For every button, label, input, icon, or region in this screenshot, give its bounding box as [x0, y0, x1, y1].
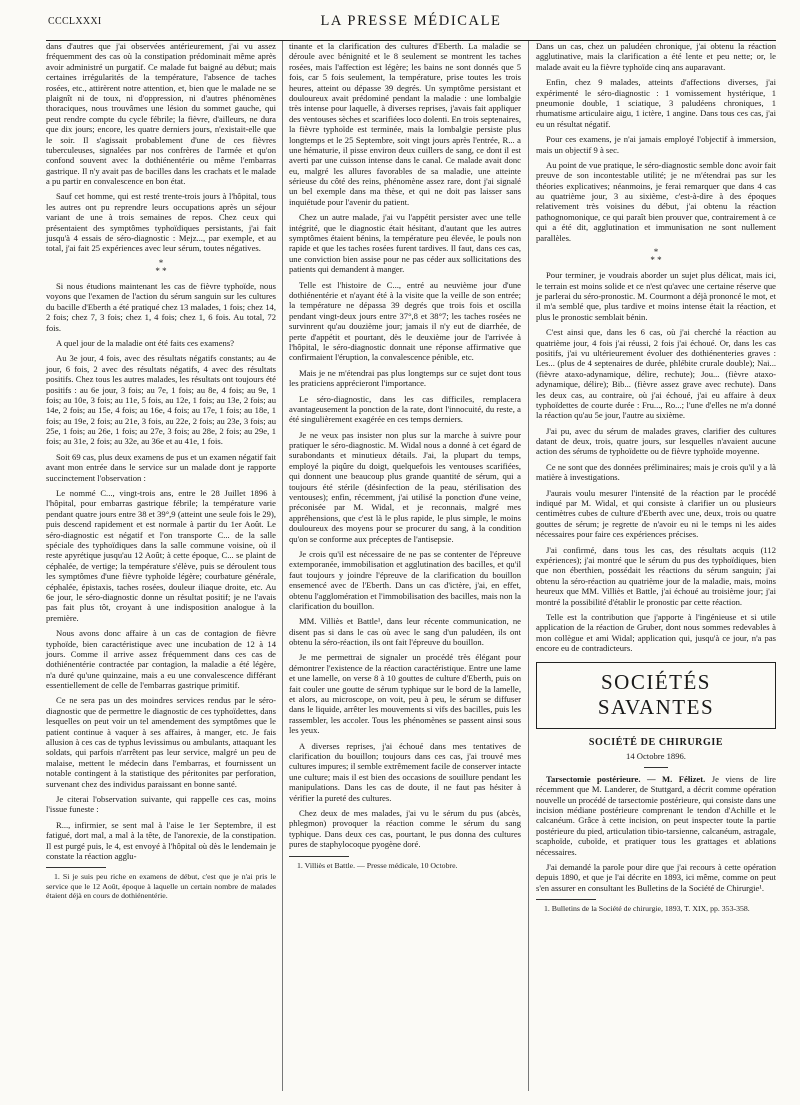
- paragraph: J'ai pu, avec du sérum de malades graves, clarifier des cultures datant de deux, trois, quatre jours, sur lesquelles n'avaient aucune action des sérums de typhoïdette ou de fièvre typhoïde moyenne.: [536, 425, 776, 457]
- paragraph: A diverses reprises, j'ai échoué dans mes tentatives de clarification du bouillon; toujours dans ces cas, j'ai trouvé mes cultures impures; il semble extrêmement facile de conserver intacte une culture; mais il est bien des occasions de souillure pendant les manipulations. Dans les cas de doute, il ne faut pas hésiter à vérifier la pureté des cultures.: [289, 740, 521, 803]
- column-left: [46, 41, 276, 1093]
- session-date: 14 Octobre 1896.: [626, 751, 686, 762]
- article-lead: Tarsectomie postérieure. — M. Félizet.: [546, 773, 706, 784]
- paragraph: Je ne veux pas insister non plus sur la marche à suivre pour pratiquer le séro-diagnostic. M. Widal nous a donné à cet égard de surabondants et minutieux détails. J'ai, la plupart du temps, employé la piqûre du doigt, quelquefois les ventouses scarifiées, qui donnent une beaucoup plus grande quantité de sérum, qui a toujours été stérile (désinfection de la peau, stérilisation des ventouses); enfin, récemment, j'ai utilisé la ponction d'une veine, préconisée par M. Widal, et je reconnais, malgré mes appréhensions, que c'est là le plus rapide, le plus simple, le moins douloureux des moyens pour se procurer du sang, à la condition qu'on se conforme aux préceptes de l'antisepsie.: [289, 429, 521, 544]
- footnote: 1. Bulletins de la Société de chirurgie, 1893, T. XIX, pp. 353-358.: [544, 904, 750, 914]
- footnote-rule: [289, 856, 349, 857]
- paragraph: Sauf cet homme, qui est resté trente-trois jours à l'hôpital, tous les autres ont pu reprendre leurs occupations après un séjour variant de une à trois semaines de repos. Chez ceux qui présentaient des symptômes typhoïdiques persistants, j'ai fait jusqu'à 4 essais de séro-diagnostic : Mejz..., par exemple, et au total, j'ai fait 25 expériences avec leur sérum, toutes négatives.: [46, 191, 276, 254]
- paragraph: Au 3e jour, 4 fois, avec des résultats négatifs constants; au 4e jour, 6 fois, 2 avec des résultats négatifs, 4 avec des résultats positifs. Chez tous les autres malades, les résultats ont toujours été positifs : au 6e jour, 3 fois; au 7e, 1 fois; au 8e, 4 fois; au 9e, 1 fois; au 10e, 3 fois; au 11e, 5 fois, au 12e, 1 fois; au 13e, 2 fois; au 14e, 2 fois; au 15e, 4 fois; au 16e, 4 fois; au 17e, 1 fois; au 18e, 1 fois; au 19e, 2 fois; au 21e, 3 fois, au 22e, 2 fois; au 23e, 3 fois; au 25e, 1 fois; au 26e, 1 fois; au 27e, 3 fois; au 28e, 2 fois; au 29e, 1 fois; au 31e, 2 fois; au 32e, au 36e et au 41e, 1 fois.: [46, 353, 276, 447]
- section-banner: [536, 662, 776, 730]
- footnote-rule: [46, 867, 106, 868]
- paragraph: Ce ne sera pas un des moindres services rendus par le séro-diagnostic que de permettre le diagnostic de ces typhoïdettes, dans lesquelles on peut voir un tel amendement des symptômes que le patient continue à vaquer à ses affaires, à manger, etc. Je fais allusion à ces cas de typhus levissimus ou ambulants, attaquant les soldats, qui parfois n'arrêtent pas leur service, malgré un peu de malaise, mettent le médecin dans l'embarras, et fournissent un notable contingent à la statistique des péritonites par perforation, survenant chez des individus paraissant en bonne santé.: [46, 695, 276, 789]
- paragraph: R..., infirmier, se sent mal à l'aise le 1er Septembre, il est fatigué, dort mal, a mal à la tête, de l'anorexie, de la constipation. Il est purgé puis, le 4, est envoyé à l'hôpital où dès le lendemain je constate la réaction agglu-: [46, 819, 276, 861]
- paragraph: A quel jour de la maladie ont été faits ces examens?: [56, 337, 235, 348]
- article-body: Je viens de lire récemment que M. Landerer, de Stuttgard, a décrit comme opération nouvelle un procédé de tarsectomie postérieure, qui consiste dans une incision médiane postérieure comprenant le tendon d'Achille et le calcanéum. Grâce à cette incision, on peut inspecter toute la partie postérieure du pied, articulation tibio-tarsienne, calcanéum, astragale, scaphoïde, cuboïde, et pratiquer tous les grattages et ablations nécessaires.: [536, 773, 776, 857]
- paragraph: C'est ainsi que, dans les 6 cas, où j'ai cherché la réaction au quatrième jour, 4 fois j'ai réussi, 2 fois j'ai échoué. Or, dans les cas positifs, j'ai vu ultérieurement évoluer des dothiénenteries graves : Les... (plus de 4 septenaires de durée, phlébite crurale double); Nai... (fièvre ataxo-adynamique, délire, rechute); Jou... (fièvre ataxo-adynamique, délire); Bib... (fièvre assez grave avec rechute). Dans les deux cas, au contraire, où j'ai échoué, j'ai eu affaire à deux typhoïdettes de courte durée : Fru..., Ro...; l'une d'elles ne m'a donné la réaction qu'au 5e jour, l'autre au sixième.: [536, 327, 776, 421]
- newspaper-page: [46, 0, 776, 1105]
- paragraph: Le nommé C..., vingt-trois ans, entre le 28 Juillet 1896 à l'hôpital, pour embarras gastrique fébrile; la température varie pendant quatre jours entre 38 et 39°,9 (atteint une seule fois le 29), puis descend rapidement et est normale à partir du 1er Août. Le séro-diagnostic est négatif et l'on transporte C... de la salle spéciale des typhoïdiques dans la salle commune voisine, où il reste apyrétique jusqu'au 12 Août; à cette époque, C... se plaint de céphalée, de vertige; la température s'élève, puis se déroulent tous les symptômes d'une fièvre typhoïde légère; courbature générale, céphalée, épistaxis, taches rosées, douleur iliaque droite, etc. Au 6e jour, le séro-diagnostic donne un résultat positif; je ne l'avais pas fait plus tôt, croyant à une indisposition analogue à la première.: [46, 488, 276, 623]
- footnote: 1. Villiès et Battle. — Presse médicale, 10 Octobre.: [297, 860, 458, 870]
- section-separator-stars: * * *: [650, 247, 662, 266]
- footnote: 1. Si je suis peu riche en examens de début, c'est que je n'ai pris le service que le 12 Août, époque à laquelle un certain nombre de malades étaient déjà en cours de dothiénentérie.: [46, 872, 276, 901]
- paragraph: Mais je ne m'étendrai pas plus longtemps sur ce sujet dont tous les praticiens apprécieront l'importance.: [289, 367, 521, 389]
- page-number: CCCLXXXI: [48, 16, 102, 27]
- paragraph: Le séro-diagnostic, dans les cas difficiles, remplacera avantageusement la ponction de la rate, dont l'innocuité, du reste, a été singulièrement exagérée en ces temps derniers.: [289, 393, 521, 425]
- paragraph: tinante et la clarification des cultures d'Eberth. La maladie se déroule avec bénignité et le 8 seulement se montrent les taches rosées, mais l'affection est légère; les bains ne sont donnés que 5 fois, car 5 fois seulement, la température, prise toutes les trois heures, atteint ou dépasse 39 degrés. Un symptôme persistant et douloureux avait prédominé pendant la maladie : une lombalgie très intense pour laquelle, à diverses reprises, j'avais fait appliquer des ventouses sèches et scarifiées loco dolenti. En trois septenaires, la fièvre typhoïde est terminée, mais la lombalgie persiste plus longtemps et le 25 Septembre, soit vingt jours après l'entrée, R... a une hématurie, il pisse environ deux cuillers de sang, ce dont il est averti par une cuisson intense dans le canal. Ce malade avait donc eu, malgré les allures favorables de sa maladie, une atteinte sérieuse du côté des reins, phénomène assez rare, dont j'ai signalé un bel exemple dans ma thèse, et qui ne doit pas laisser sans inquiétude pour l'avenir du patient.: [289, 41, 521, 207]
- paragraph: Ce ne sont que des données préliminaires; mais je crois qu'il y a là matière à investigations.: [536, 461, 776, 483]
- paragraph: Enfin, chez 9 malades, atteints d'affections diverses, j'ai expérimenté le séro-diagnostic : 1 vomissement hystérique, 1 pneumonie double, 1 sciatique, 3 paludéens chroniques, 1 rhumatisme articulaire aigu, 1 ictère, 1 angine. Dans tous ces cas, j'ai eu un résultat négatif.: [536, 77, 776, 129]
- paragraph: Soit 69 cas, plus deux examens de pus et un examen négatif fait avant mon entrée dans le service sur un malade dont je rapporte succinctement l'observation :: [46, 451, 276, 483]
- paragraph: Si nous étudions maintenant les cas de fièvre typhoïde, nous voyons que l'examen de l'action du sérum sanguin sur les cultures du bacille d'Eberth a été pratiqué chez 13 malades, 1 fois; chez 14, 2 fois; chez 7, 3 fois; chez 1, 4 fois; chez 1, 6 fois. Au total, 72 fois.: [46, 281, 276, 333]
- column-right: [536, 41, 776, 1093]
- paragraph: Je citerai l'observation suivante, qui rappelle ces cas, moins l'issue funeste :: [46, 793, 276, 815]
- section-banner-title: SOCIÉTÉS SAVANTES: [597, 669, 715, 719]
- paragraph: J'ai demandé la parole pour dire que j'ai recours à cette opération depuis 1890, et que je l'ai décrite en 1893, ici même, comme on peut s'en assurer en consultant les Bulletins de la Société de Chirurgie¹.: [536, 861, 776, 893]
- paragraph: Chez un autre malade, j'ai vu l'appétit persister avec une telle intégrité, que le diagnostic était hésitant, d'autant que les autres symptômes étaient bénins, la température peu élevée, le pouls non rapide et que les taches rosées furent tardives. Il faut, dans ces cas, une conviction bien assise pour ne pas céder aux sollicitations des patients qui demandent à manger.: [289, 212, 521, 275]
- paragraph: Au point de vue pratique, le séro-diagnostic semble donc avoir fait preuve de son incontestable utilité; je ne m'étendrai pas sur les théories explicatives; néanmoins, je ferai remarquer que dans 4 cas au quatrième jour, 3 au sixième, c'est-à-dire à des époques relativement très voisines du début, j'ai obtenu la réaction pathognomonique, ce qui paraît bien prouver que, contrairement à ce qui a été dit, agglutination et immunisation ne sont nullement parallèles.: [536, 159, 776, 243]
- paragraph: J'aurais voulu mesurer l'intensité de la réaction par le procédé indiqué par M. Widal, et qui consiste à clarifier un ou plusieurs centimètres cubes de culture d'Eberth avec une, deux, trois ou quatre gouttes de sérum; je regrette de n'avoir eu ni le temps ni les aides nécessaires pour faire ces expériences précises.: [536, 487, 776, 540]
- paragraph: MM. Villiès et Battle¹, dans leur récente communication, ne disent pas si dans le cas où avec le sang d'un paludéen, ils ont obtenu la séro-réaction, ils ont fait l'épreuve du bouillon.: [289, 616, 521, 648]
- paragraph: Je crois qu'il est nécessaire de ne pas se contenter de l'épreuve extemporanée, immobilisation et agglutination des bacilles, et qu'il faut toujours y joindre l'épreuve de la clarification du bouillon ensemencé avec de l'Eberth. Dans un cas d'ictère, j'ai, en effet, obtenu l'agglomération et l'immobilisation des bacilles, mais non la clarification du bouillon.: [289, 548, 521, 611]
- section-separator-stars: * * *: [155, 257, 167, 276]
- column-divider: [528, 41, 529, 1091]
- journal-title: LA PRESSE MÉDICALE: [320, 13, 502, 29]
- column-divider: [282, 41, 283, 1091]
- paragraph: Telle est la contribution que j'apporte à l'ingénieuse et si utile application de la réaction de Gruber, dont nous sommes redevables à mon collègue et ami Widal; application qui, jusqu'à ce jour, n'a pas encore eu de contradicteurs.: [536, 611, 776, 654]
- column-middle: [289, 41, 521, 1093]
- paragraph: [536, 774, 776, 857]
- paragraph: Je me permettrai de signaler un procédé très élégant pour démontrer l'existence de la réaction caractéristique. Entre une lame et une lamelle, on verse 8 à 10 gouttes de culture d'Eberth, puis on fait couler une goutte de sérum typhique sur le bord de la lamelle, et alors, au microscope, on voit, peu à peu, le sérum se diffuser dans le liquide, arrêter les mouvements si vifs des bacilles, puis les rassembler, les accoler. Tous les phénomènes se passent ainsi sous les yeux.: [289, 652, 521, 736]
- paragraph: J'ai confirmé, dans tous les cas, des résultats acquis (112 expériences); j'ai montré que le sérum du pus des typhoïdiques, bien que non éberthien, possédait les réactions du sérum sanguin; j'ai obtenu la séro-réaction au quatrième jour de la maladie, mais, moins heureux que MM. Villiès et Battle, j'ai échoué au troisième jour; j'ai montré la possibilité d'établir le pronostic par cette réaction.: [536, 544, 776, 607]
- paragraph: Pour ces examens, je n'ai jamais employé l'objectif à immersion, mais un objectif 9 à sec.: [536, 134, 776, 155]
- page-header: [46, 12, 776, 36]
- paragraph: Nous avons donc affaire à un cas de contagion de fièvre typhoïde, bien caractéristique avec une incubation de 12 à 14 jours. Comme il arrive assez fréquemment dans ces cas de dothiénentérie contractée par contagion, la maladie a été légère, n'a duré qu'une quinzaine, mais a eu une convalescence différant essentiellement de celle de l'embarras gastrique primitif.: [46, 628, 276, 691]
- paragraph: Pour terminer, je voudrais aborder un sujet plus délicat, mais ici, le terrain est moins solide et ce n'est qu'avec une certaine réserve que je parlerai du séro-pronostic. M. Courmont a déjà prononcé le mot, et il m'a semblé que, plus tardive et moins intense était la réaction, et plus le pronostic semblait bénin.: [536, 270, 776, 322]
- short-rule: [644, 767, 668, 768]
- paragraph: Dans un cas, chez un paludéen chronique, j'ai obtenu la réaction agglutinative, mais la clarification a été lente et peu nette; or, le malade avait eu la fièvre typhoïde cinq ans auparavant.: [536, 41, 776, 72]
- paragraph: Telle est l'histoire de C..., entré au neuvième jour d'une dothiénentérie et n'ayant été à la visite que la veille de son entrée; la température ne dépassa 39 degrés que trois fois et oscilla pendant vingt-deux jours entre 37°,8 et 38°7; les taches rosées ne survinrent qu'au douzième jour; jamais il n'y eut de diarrhée, de perte d'appétit et pourtant, dès le deuxième jour de l'arrivée à l'hôpital, le séro-diagnostic donnait une réponse affirmative que confirmaient l'éruption, la convalescence pénible, etc.: [289, 279, 521, 363]
- society-title: SOCIÉTÉ DE CHIRURGIE: [588, 737, 724, 749]
- footnote-rule: [536, 899, 596, 900]
- paragraph: dans d'autres que j'ai observées antérieurement, j'ai vu assez fréquemment des cas où la constipation prédominait même après avoir administré un purgatif. Ce malade fut baigné au début; mais certaines irrégularités de la température, l'absence de taches rosées, etc., attirèrent notre attention, et, bien que le malade ne se plaignît ni de toux, ni d'oppression, ni d'autres phénomènes thoraciques, nous trouvâmes une lésion du sommet gauche, qui peut rendre compte du cycle fébrile; la fièvre, d'ailleurs, ne dura que dix jours; encore, les quatre derniers jours, n'existait-elle que le soir. Il s'agissait probablement d'une de ces fièvres tuberculeuses, signalées par nos confrères de l'armée et qu'on confond souvent avec la dothiénentérie ou même l'embarras gastrique. Il n'y avait pas de bacilles dans les crachats et le malade a pu partir en convalescence en bon état.: [46, 41, 276, 187]
- paragraph: Chez deux de mes malades, j'ai vu le sérum du pus (abcès, phlegmon) provoquer la réaction comme le sérum du sang typhique. Dans deux ces cas, pourtant, le pus donna des cultures pures de staphylocoque pyogène doré.: [289, 807, 521, 850]
